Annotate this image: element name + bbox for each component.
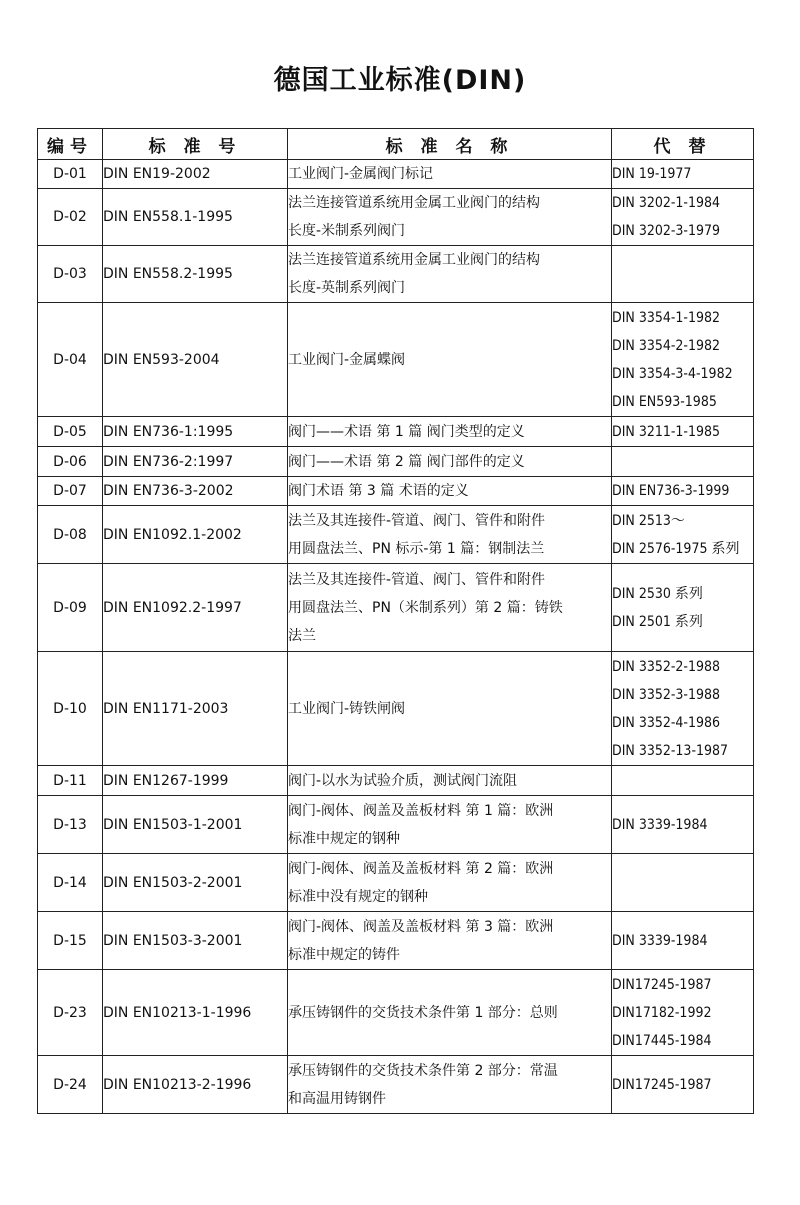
header-standard-number: 标 准 号 [103, 129, 288, 160]
cell-replaces [612, 652, 754, 766]
cell-replaces [612, 564, 754, 652]
table-row [38, 417, 754, 447]
table-row [38, 912, 754, 970]
name-line: 法兰连接管道系统用金属工业阀门的结构 [288, 195, 540, 211]
cell-standard-number: DIN EN1503-2-2001 [103, 854, 288, 912]
name-line: 工业阀门-铸铁闸阀 [288, 700, 406, 717]
replaces-line: DIN17245-1987 [612, 1076, 712, 1093]
cell-standard-number: DIN EN736-3-2002 [103, 477, 288, 506]
cell-id: D-14 [38, 854, 103, 912]
name-line: 标准中规定的钢种 [288, 830, 400, 847]
table-row [38, 477, 754, 506]
cell-standard-name [288, 246, 612, 303]
replaces-line: DIN 3202-3-1979 [612, 223, 721, 239]
header-replaces: 代 替 [612, 129, 754, 160]
cell-id: D-07 [38, 477, 103, 506]
name-line: 标准中没有规定的钢种 [288, 888, 428, 905]
cell-standard-name [288, 417, 612, 447]
cell-standard-name [288, 189, 612, 246]
cell-standard-number: DIN EN10213-1-1996 [103, 970, 288, 1056]
replaces-line: DIN 2530 系列 [612, 585, 703, 602]
replaces-line: DIN 3339-1984 [612, 816, 708, 833]
table-row [38, 447, 754, 477]
replaces-line: DIN 2513～ [612, 512, 685, 529]
cell-standard-number: DIN EN736-1:1995 [103, 417, 288, 447]
cell-standard-name [288, 447, 612, 477]
cell-id: D-23 [38, 970, 103, 1056]
table-row [38, 1056, 754, 1114]
replaces-line: DIN 3352-13-1987 [612, 742, 729, 759]
din-standards-table [37, 128, 754, 1114]
table-row [38, 506, 754, 564]
cell-replaces [612, 766, 754, 796]
cell-standard-number: DIN EN1171-2003 [103, 652, 288, 766]
page-title: 德国工业标准(DIN) [273, 65, 527, 96]
cell-standard-name [288, 160, 612, 189]
name-line: 法兰连接管道系统用金属工业阀门的结构 [288, 252, 540, 268]
replaces-line: DIN 3339-1984 [612, 932, 708, 949]
cell-standard-name [288, 970, 612, 1056]
replaces-line: DIN 3211-1-1985 [612, 423, 721, 440]
table-row [38, 303, 754, 417]
name-line: 阀门-以水为试验介质，测试阀门流阻 [288, 772, 518, 789]
name-line: 阀门——术语 第 2 篇 阀门部件的定义 [288, 453, 525, 470]
cell-id: D-02 [38, 189, 103, 246]
name-line: 承压铸钢件的交货技术条件第 2 部分：常温 [288, 1062, 558, 1079]
cell-replaces [612, 189, 754, 246]
cell-replaces [612, 447, 754, 477]
cell-id: D-08 [38, 506, 103, 564]
table-row [38, 160, 754, 189]
replaces-line: DIN 3354-1-1982 [612, 309, 721, 326]
cell-standard-number: DIN EN1267-1999 [103, 766, 288, 796]
cell-standard-name [288, 1056, 612, 1114]
cell-id: D-15 [38, 912, 103, 970]
cell-standard-name [288, 912, 612, 970]
cell-standard-name [288, 854, 612, 912]
replaces-line: DIN 2501 系列 [612, 613, 703, 630]
cell-standard-number: DIN EN1503-3-2001 [103, 912, 288, 970]
cell-id: D-04 [38, 303, 103, 417]
replaces-line: DIN 3202-1-1984 [612, 195, 721, 211]
replaces-line: DIN17445-1984 [612, 1032, 712, 1049]
table-row [38, 564, 754, 652]
replaces-line: DIN 3354-2-1982 [612, 337, 721, 354]
cell-replaces [612, 246, 754, 303]
table-row [38, 796, 754, 854]
name-line: 法兰 [288, 627, 316, 644]
table-row [38, 246, 754, 303]
name-line: 用圆盘法兰、PN（米制系列）第 2 篇：铸铁 [288, 599, 563, 616]
name-line: 长度-英制系列阀门 [288, 280, 406, 296]
name-line: 阀门-阀体、阀盖及盖板材料 第 1 篇：欧洲 [288, 802, 554, 819]
name-line: 长度-米制系列阀门 [288, 223, 406, 239]
replaces-line: DIN 3352-4-1986 [612, 714, 721, 731]
name-line: 用圆盘法兰、PN 标示-第 1 篇：钢制法兰 [288, 540, 545, 557]
cell-standard-name [288, 506, 612, 564]
name-line: 工业阀门-金属阀门标记 [288, 166, 434, 182]
cell-id: D-01 [38, 160, 103, 189]
cell-id: D-03 [38, 246, 103, 303]
name-line: 标准中规定的铸件 [288, 946, 400, 963]
name-line: 阀门-阀体、阀盖及盖板材料 第 3 篇：欧洲 [288, 918, 554, 935]
name-line: 阀门-阀体、阀盖及盖板材料 第 2 篇：欧洲 [288, 860, 554, 877]
name-line: 阀门——术语 第 1 篇 阀门类型的定义 [288, 423, 525, 440]
cell-id: D-10 [38, 652, 103, 766]
cell-standard-name [288, 796, 612, 854]
name-line: 工业阀门-金属蝶阀 [288, 351, 406, 368]
header-id: 编号 [38, 129, 103, 160]
cell-standard-number: DIN EN1503-1-2001 [103, 796, 288, 854]
name-line: 和高温用铸钢件 [288, 1090, 386, 1107]
table-row [38, 652, 754, 766]
cell-replaces [612, 970, 754, 1056]
cell-replaces [612, 854, 754, 912]
cell-replaces [612, 1056, 754, 1114]
replaces-line: DIN17245-1987 [612, 976, 712, 993]
table-header-row [38, 129, 754, 160]
table-row [38, 189, 754, 246]
cell-standard-number: DIN EN10213-2-1996 [103, 1056, 288, 1114]
cell-replaces [612, 477, 754, 506]
name-line: 承压铸钢件的交货技术条件第 1 部分：总则 [288, 1004, 558, 1021]
cell-replaces [612, 796, 754, 854]
cell-standard-number: DIN EN1092.2-1997 [103, 564, 288, 652]
cell-id: D-06 [38, 447, 103, 477]
cell-standard-number: DIN EN593-2004 [103, 303, 288, 417]
replaces-line: DIN 2576-1975 系列 [612, 540, 740, 557]
cell-standard-name [288, 652, 612, 766]
cell-standard-number: DIN EN1092.1-2002 [103, 506, 288, 564]
table-row [38, 766, 754, 796]
replaces-line: DIN17182-1992 [612, 1004, 712, 1021]
cell-id: D-11 [38, 766, 103, 796]
cell-replaces [612, 160, 754, 189]
replaces-line: DIN 3352-3-1988 [612, 686, 721, 703]
cell-standard-number: DIN EN19-2002 [103, 160, 288, 189]
cell-standard-number: DIN EN736-2:1997 [103, 447, 288, 477]
cell-replaces [612, 417, 754, 447]
cell-standard-name [288, 477, 612, 506]
cell-id: D-24 [38, 1056, 103, 1114]
header-standard-name: 标 准 名 称 [288, 129, 612, 160]
cell-standard-number: DIN EN558.1-1995 [103, 189, 288, 246]
cell-replaces [612, 506, 754, 564]
table-row [38, 970, 754, 1056]
cell-id: D-05 [38, 417, 103, 447]
replaces-line: DIN 19-1977 [612, 166, 692, 182]
cell-standard-number: DIN EN558.2-1995 [103, 246, 288, 303]
table-body [38, 160, 754, 1114]
name-line: 阀门术语 第 3 篇 术语的定义 [288, 483, 469, 499]
cell-id: D-09 [38, 564, 103, 652]
table-row [38, 854, 754, 912]
cell-replaces [612, 303, 754, 417]
cell-replaces [612, 912, 754, 970]
name-line: 法兰及其连接件-管道、阀门、管件和附件 [288, 512, 546, 529]
name-line: 法兰及其连接件-管道、阀门、管件和附件 [288, 571, 546, 588]
cell-standard-name [288, 564, 612, 652]
cell-standard-name [288, 303, 612, 417]
replaces-line: DIN 3352-2-1988 [612, 658, 721, 675]
cell-id: D-13 [38, 796, 103, 854]
replaces-line: DIN EN593-1985 [612, 393, 717, 410]
replaces-line: DIN EN736-3-1999 [612, 483, 730, 499]
cell-standard-name [288, 766, 612, 796]
replaces-line: DIN 3354-3-4-1982 [612, 365, 733, 382]
